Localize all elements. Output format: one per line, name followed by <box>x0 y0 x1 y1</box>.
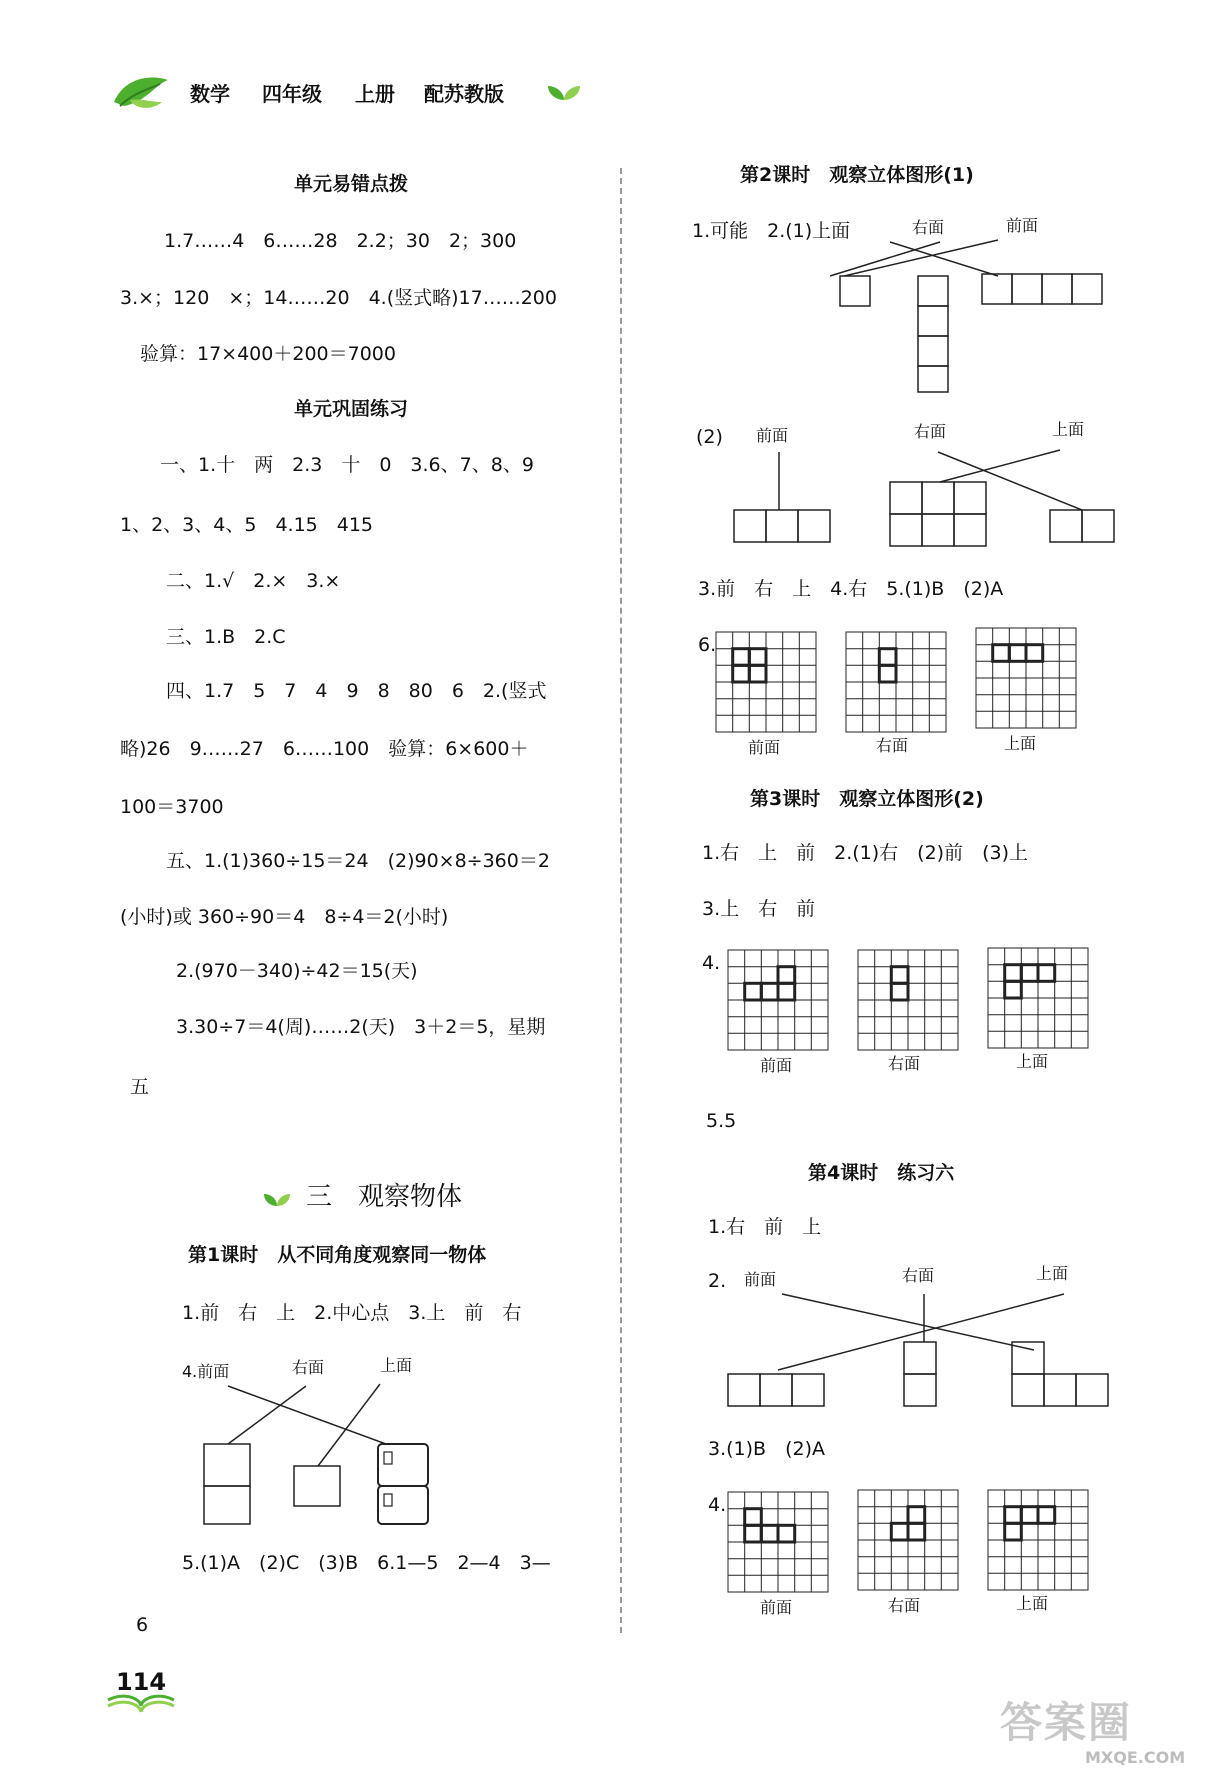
view-label-right: 右面 <box>902 1266 935 1285</box>
page-number: 114 <box>115 1668 167 1696</box>
view-label-right: 右面 <box>914 422 947 441</box>
view-label-right: 右面 <box>912 218 945 237</box>
view-label-front: 前面 <box>744 1270 777 1289</box>
grid-right-view <box>846 632 946 732</box>
answer-line: 5.5 <box>706 1110 737 1132</box>
answer-line: 二、1.√ 2.× 3.× <box>166 570 341 592</box>
answer-line: 3.30÷7＝4(周)……2(天) 3＋2＝5，星期 <box>176 1016 546 1038</box>
answer-line: (2) <box>696 426 723 448</box>
answer-line: 3.上 右 前 <box>702 898 816 920</box>
answer-line: 1.右 上 前 2.(1)右 (2)前 (3)上 <box>702 842 1028 864</box>
sprout-icon <box>262 1190 292 1208</box>
view-label-top: 上面 <box>1016 1052 1049 1071</box>
lesson-title-1: 第1课时 从不同角度观察同一物体 <box>188 1244 487 1266</box>
figure-lesson2-q2-2 <box>730 446 1120 552</box>
answer-line: 五、1.(1)360÷15＝24 (2)90×8÷360＝2 <box>166 850 550 872</box>
grid-right-view <box>858 950 958 1050</box>
view-label-top: 上面 <box>1016 1594 1049 1613</box>
answer-line: 4. <box>702 952 721 974</box>
view-label-top: 上面 <box>1036 1264 1069 1283</box>
header-edition: 配苏教版 <box>424 82 504 106</box>
view-label-front: 前面 <box>748 738 781 757</box>
page-number-badge <box>104 1664 178 1714</box>
answer-line: 3.前 右 上 4.右 5.(1)B (2)A <box>698 578 1004 600</box>
answer-line: 100＝3700 <box>120 796 224 818</box>
header-subject: 数学 <box>190 82 230 106</box>
watermark-url: MXQE.COM <box>1085 1748 1186 1767</box>
grid-top-view <box>988 1490 1088 1590</box>
section-title-review: 单元巩固练习 <box>294 398 409 420</box>
grid-front-view <box>716 632 816 732</box>
view-label-right: 右面 <box>888 1596 921 1615</box>
lesson-title-4: 第4课时 练习六 <box>808 1162 955 1184</box>
answer-line: 5.(1)A (2)C (3)B 6.1—5 2—4 3— <box>182 1552 551 1574</box>
header-grade: 四年级 <box>262 82 322 106</box>
answer-line: 1.前 右 上 2.中心点 3.上 前 右 <box>182 1302 522 1324</box>
answer-line: 3.(1)B (2)A <box>708 1438 825 1460</box>
answer-line: 略)26 9……27 6……100 验算：6×600＋ <box>120 738 529 760</box>
view-label-top: 上面 <box>1004 734 1037 753</box>
answer-line: 一、1.十 两 2.3 十 0 3.6、7、8、9 <box>160 454 534 476</box>
section-title-mistakes: 单元易错点拨 <box>294 173 409 195</box>
grid-front-view <box>728 1492 828 1592</box>
view-label-right: 右面 <box>876 736 909 755</box>
answer-line: 1.右 前 上 <box>708 1216 822 1238</box>
answer-line: (小时)或 360÷90＝4 8÷4＝2(小时) <box>120 906 449 928</box>
view-label-front: 前面 <box>756 426 789 445</box>
grid-front-view <box>728 950 828 1050</box>
grid-right-view <box>858 1490 958 1590</box>
lesson-title-2: 第2课时 观察立体图形(1) <box>740 164 974 186</box>
answer-line: 6. <box>698 634 717 656</box>
view-label-right: 右面 <box>292 1358 325 1377</box>
view-label-right: 右面 <box>888 1054 921 1073</box>
answer-line: 4. <box>708 1494 727 1516</box>
answer-line: 6 <box>136 1614 149 1636</box>
grid-top-view <box>988 948 1088 1048</box>
view-label-front: 前面 <box>760 1598 793 1617</box>
lesson-title-3: 第3课时 观察立体图形(2) <box>750 788 984 810</box>
leaf-logo-icon <box>110 72 172 114</box>
view-label-front: 前面 <box>1006 216 1039 235</box>
answer-line: 1.7……4 6……28 2.2；30 2；300 <box>164 230 517 252</box>
view-label-top: 上面 <box>1052 420 1085 439</box>
answer-line: 1、2、3、4、5 4.15 415 <box>120 514 374 536</box>
unit-title: 三 观察物体 <box>306 1182 463 1212</box>
header-volume: 上册 <box>355 82 395 106</box>
grid-top-view <box>976 628 1076 728</box>
figure-lesson4-q2 <box>724 1290 1120 1410</box>
answer-line: 2.(970－340)÷42＝15(天) <box>176 960 418 982</box>
watermark-logo: 答案圈 <box>1000 1698 1133 1747</box>
answer-line: 五 <box>130 1076 150 1098</box>
answer-line: 验算：17×400＋200＝7000 <box>140 343 396 365</box>
column-divider <box>620 168 622 1633</box>
view-label-top: 上面 <box>380 1356 413 1375</box>
answer-line: 4.前面 <box>182 1362 230 1381</box>
answer-line: 3.×；120 ×；14……20 4.(竖式略)17……200 <box>120 287 557 309</box>
answer-line: 1.可能 2.(1)上面 <box>692 220 851 242</box>
view-label-front: 前面 <box>760 1056 793 1075</box>
answer-line: 三、1.B 2.C <box>166 626 286 648</box>
sprout-icon <box>546 82 582 102</box>
answer-line: 四、1.7 5 7 4 9 8 80 6 2.(竖式 <box>166 680 547 702</box>
figure-lesson2-q2-1 <box>830 236 1110 396</box>
figure-lesson1-views <box>190 1380 450 1520</box>
answer-line: 2. <box>708 1270 727 1292</box>
